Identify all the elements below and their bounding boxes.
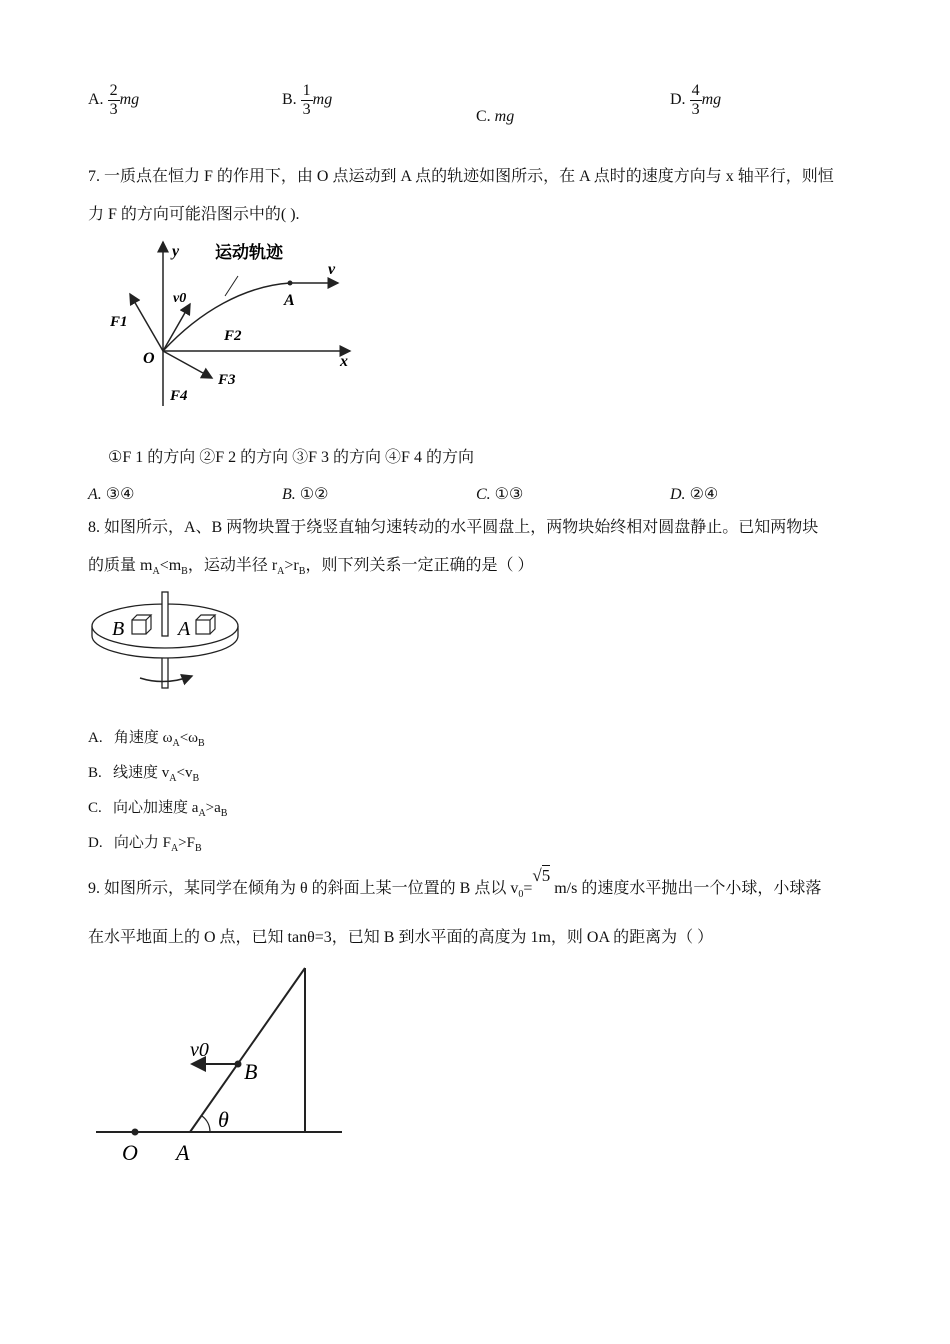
q7-stem-line1: 7. 一质点在恒力 F 的作用下，由 O 点运动到 A 点的轨迹如图所示，在 A 点时的速度方向与 x 轴平行，则恒 xyxy=(88,168,834,185)
q7-choices: ①F 1 的方向 ②F 2 的方向 ③F 3 的方向 ④F 4 的方向 xyxy=(108,449,474,466)
force-f3-arrow xyxy=(163,351,212,378)
x-label: x xyxy=(340,353,348,370)
numerator: 4 xyxy=(691,82,700,99)
text-segment: <m xyxy=(159,557,182,574)
q7-stem-line2: 力 F 的方向可能沿图示中的( ). xyxy=(88,206,300,223)
option-label: C. xyxy=(88,800,102,816)
q8-option-a xyxy=(88,726,205,749)
text-segment: m/s 的速度水平抛出一个小球，小球落 xyxy=(550,880,822,897)
option-text: ③④ xyxy=(105,486,135,503)
f2-label: F2 xyxy=(224,328,242,344)
subscript: 0 xyxy=(518,889,524,901)
q9-stem-line2: 在水平地面上的 O 点，已知 tanθ=3，已知 B 到水平面的高度为 1m，则 OA 的距离为（ ） xyxy=(88,929,714,946)
option-label: D. xyxy=(670,486,686,503)
text-segment: <ω xyxy=(179,730,199,746)
q8-option-b xyxy=(88,761,199,784)
text-segment: = xyxy=(523,880,533,897)
q7-option-b xyxy=(282,484,328,504)
option-text: mg xyxy=(119,91,140,109)
option-label: A. xyxy=(88,91,104,109)
v0-arrow xyxy=(163,304,190,351)
option-label: B. xyxy=(88,765,102,781)
denominator: 3 xyxy=(691,101,700,118)
option-label: A. xyxy=(88,730,103,746)
fraction xyxy=(690,82,702,119)
b-label: B xyxy=(244,1059,258,1084)
text-segment: ，运动半径 r xyxy=(187,557,278,574)
fraction xyxy=(108,82,120,119)
angle-arc xyxy=(202,1116,210,1132)
text-segment: 角速度 ω xyxy=(113,730,173,746)
subscript: A xyxy=(172,738,180,749)
q8-stem-line1: 8. 如图所示，A、B 两物块置于绕竖直轴匀速转动的水平圆盘上，两物块始终相对圆盘静止。已知两物块 xyxy=(88,519,819,536)
subscript: B xyxy=(194,843,202,854)
a-label: A xyxy=(178,618,191,640)
option-text: ①③ xyxy=(494,486,524,503)
subscript: B xyxy=(181,566,188,578)
option-label: D. xyxy=(88,835,103,851)
o-label: O xyxy=(122,1140,138,1165)
a-label: A xyxy=(176,1140,190,1165)
f3-label: F3 xyxy=(218,372,236,388)
option-text: mg xyxy=(701,91,722,109)
force-f1-arrow xyxy=(130,294,163,351)
text-segment: 向心力 F xyxy=(113,835,171,851)
text-segment: 线速度 v xyxy=(113,765,170,781)
v-label: v xyxy=(328,261,336,278)
text-segment: 向心加速度 a xyxy=(113,800,199,816)
subscript: B xyxy=(298,566,306,578)
a-label: A xyxy=(284,292,295,309)
q7-option-a xyxy=(88,484,134,504)
subscript: B xyxy=(220,808,228,819)
point-o xyxy=(132,1129,139,1136)
fraction xyxy=(301,82,313,119)
text-segment: <v xyxy=(176,765,193,781)
option-label: C. xyxy=(476,486,491,503)
q8-option-c xyxy=(88,796,227,819)
q8-disk-figure xyxy=(88,590,248,700)
q7-option-c xyxy=(476,484,523,504)
text-segment: >r xyxy=(284,557,299,574)
b-label: B xyxy=(112,618,125,640)
option-text: mg xyxy=(494,108,515,125)
subscript: B xyxy=(192,773,200,784)
q7-option-d xyxy=(670,484,718,504)
q6-option-a xyxy=(88,82,139,119)
point-a xyxy=(288,281,293,286)
v0-label: v0 xyxy=(190,1039,209,1061)
label-leader xyxy=(225,276,238,296)
q6-option-b xyxy=(282,82,332,119)
text-segment: 9. 如图所示，某同学在倾角为 θ 的斜面上某一位置的 B 点以 v xyxy=(88,880,519,897)
o-label: O xyxy=(143,350,155,367)
text-segment: >a xyxy=(205,800,221,816)
option-label: C. xyxy=(476,108,491,125)
option-text: ①② xyxy=(299,486,329,503)
v0-label: v0 xyxy=(173,291,187,306)
option-label: D. xyxy=(670,91,686,109)
text-segment: ，则下列关系一定正确的是（ ） xyxy=(305,557,534,574)
axis-upper xyxy=(162,592,168,636)
f4-label: F4 xyxy=(170,388,188,404)
q8-option-d xyxy=(88,831,202,854)
subscript: A xyxy=(169,773,177,784)
q6-option-d xyxy=(670,82,721,119)
subscript: A xyxy=(198,808,206,819)
q8-stem-line2 xyxy=(88,556,533,582)
figure-title: 运动轨迹 xyxy=(215,243,283,262)
f1-label: F1 xyxy=(110,314,128,330)
y-label: y xyxy=(172,243,180,260)
sqrt-value: 5 xyxy=(541,866,551,885)
theta-label: θ xyxy=(218,1107,229,1132)
option-text: ②④ xyxy=(689,486,719,503)
denominator: 3 xyxy=(109,101,118,118)
q6-option-c xyxy=(476,108,514,126)
subscript: A xyxy=(170,843,179,854)
denominator: 3 xyxy=(302,101,311,118)
sqrt-expression: √5 xyxy=(532,866,551,885)
q9-stem-line1 xyxy=(88,866,822,905)
subscript: A xyxy=(277,566,285,578)
option-text: mg xyxy=(312,91,333,109)
q9-incline-figure xyxy=(90,960,350,1170)
subscript: B xyxy=(198,738,205,749)
option-label: B. xyxy=(282,486,296,503)
q7-trajectory-figure xyxy=(100,236,370,416)
option-label: B. xyxy=(282,91,297,109)
option-label: A. xyxy=(88,486,102,503)
text-segment: 的质量 m xyxy=(88,557,153,574)
subscript: A xyxy=(152,566,160,578)
text-segment: >F xyxy=(178,835,195,851)
numerator: 1 xyxy=(302,82,311,99)
numerator: 2 xyxy=(109,82,118,99)
